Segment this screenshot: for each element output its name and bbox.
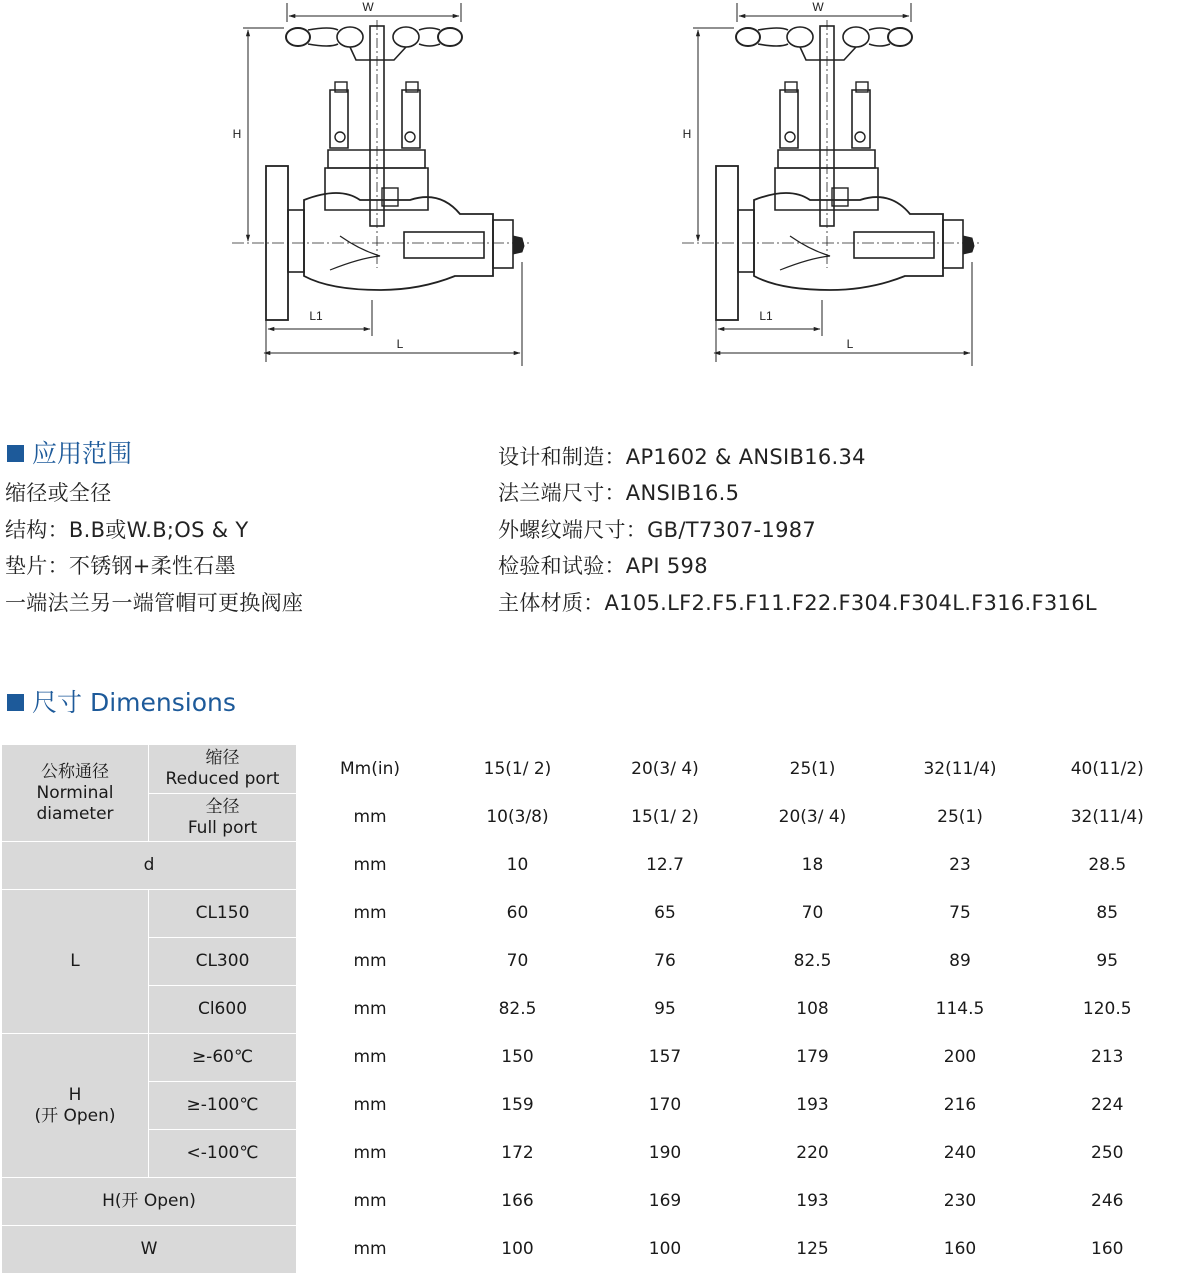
value-cell: 23 (887, 842, 1034, 890)
unit-cell: mm (297, 842, 444, 890)
table-row (2, 1130, 1181, 1178)
full-port-label: 全径 Full port (149, 794, 297, 842)
value-cell: 40(11/2) (1034, 745, 1181, 794)
nominal-diameter-header: 公称通径 Norminal diameter (2, 745, 149, 842)
dim-label-w: W (362, 0, 374, 14)
unit-cell: mm (297, 1130, 444, 1178)
value-cell: 230 (887, 1178, 1034, 1226)
reduced-port-label: 缩径 Reduced port (149, 745, 297, 794)
l-label: L (2, 890, 149, 1034)
table-row (2, 938, 1181, 986)
value-cell: 100 (444, 1226, 592, 1274)
value-cell: 60 (444, 890, 592, 938)
w-label: W (2, 1226, 297, 1274)
dim-label-h: H (232, 127, 242, 141)
temperature-label: <-100℃ (149, 1130, 297, 1178)
value-cell: 89 (887, 938, 1034, 986)
value-cell: 25(1) (887, 794, 1034, 842)
table-row (2, 745, 1181, 794)
application-left-line-4: 一端法兰另一端管帽可更换阀座 (5, 591, 304, 615)
dimensions-table (1, 744, 1181, 1274)
value-cell: 76 (592, 938, 739, 986)
value-cell: 32(11/4) (1034, 794, 1181, 842)
value-cell: 160 (887, 1226, 1034, 1274)
value-cell: 82.5 (444, 986, 592, 1034)
value-cell: 172 (444, 1130, 592, 1178)
square-bullet-icon (7, 694, 24, 711)
value-cell: 170 (592, 1082, 739, 1130)
valve-drawing-right (682, 0, 980, 366)
value-cell: 150 (444, 1034, 592, 1082)
value-cell: 166 (444, 1178, 592, 1226)
value-cell: 200 (887, 1034, 1034, 1082)
value-cell: 100 (592, 1226, 739, 1274)
dim-label-h: H (682, 127, 692, 141)
value-cell: 160 (1034, 1226, 1181, 1274)
dim-label-w: W (812, 0, 824, 14)
value-cell: 190 (592, 1130, 739, 1178)
unit-cell: mm (297, 986, 444, 1034)
table-row (2, 794, 1181, 842)
application-right-line-2: 法兰端尺寸：ANSIB16.5 (498, 481, 740, 505)
value-cell: 125 (739, 1226, 887, 1274)
unit-cell: Mm(in) (297, 745, 444, 794)
application-right-line-3: 外螺纹端尺寸：GB/T7307-1987 (498, 518, 817, 542)
value-cell: 20(3/ 4) (739, 794, 887, 842)
value-cell: 95 (592, 986, 739, 1034)
value-cell: 70 (444, 938, 592, 986)
application-right-line-1: 设计和制造：AP1602 & ANSIB16.34 (498, 445, 866, 469)
value-cell: 28.5 (1034, 842, 1181, 890)
unit-cell: mm (297, 1226, 444, 1274)
value-cell: 157 (592, 1034, 739, 1082)
value-cell: 213 (1034, 1034, 1181, 1082)
value-cell: 193 (739, 1082, 887, 1130)
value-cell: 193 (739, 1178, 887, 1226)
value-cell: 114.5 (887, 986, 1034, 1034)
value-cell: 75 (887, 890, 1034, 938)
table-row (2, 1178, 1181, 1226)
application-left-line-3: 垫片：不锈钢+柔性石墨 (5, 554, 236, 578)
h-open-label: H(开 Open) (2, 1178, 297, 1226)
value-cell: 65 (592, 890, 739, 938)
dim-label-l: L (396, 337, 404, 351)
table-row (2, 986, 1181, 1034)
value-cell: 18 (739, 842, 887, 890)
application-left-line-1: 缩径或全径 (5, 481, 112, 505)
value-cell: 70 (739, 890, 887, 938)
d-label: d (2, 842, 297, 890)
value-cell: 10 (444, 842, 592, 890)
dimensions-section-title (7, 683, 236, 719)
unit-cell: mm (297, 794, 444, 842)
valve-drawings (0, 0, 1181, 400)
unit-cell: mm (297, 1034, 444, 1082)
value-cell: 95 (1034, 938, 1181, 986)
table-row (2, 1034, 1181, 1082)
application-right-line-4: 检验和试验：API 598 (498, 554, 708, 578)
h-label: H (开 Open) (2, 1034, 149, 1178)
application-left-line-2: 结构：B.B或W.B;OS & Y (5, 518, 249, 542)
table-row (2, 1226, 1181, 1274)
temperature-label: ≥-60℃ (149, 1034, 297, 1082)
value-cell: 15(1/ 2) (592, 794, 739, 842)
table-row (2, 842, 1181, 890)
dim-label-l1: L1 (309, 309, 323, 323)
value-cell: 25(1) (739, 745, 887, 794)
value-cell: 250 (1034, 1130, 1181, 1178)
value-cell: 179 (739, 1034, 887, 1082)
temperature-label: ≥-100℃ (149, 1082, 297, 1130)
value-cell: 240 (887, 1130, 1034, 1178)
value-cell: 20(3/ 4) (592, 745, 739, 794)
class-label: CL150 (149, 890, 297, 938)
square-bullet-icon (7, 445, 24, 462)
value-cell: 12.7 (592, 842, 739, 890)
valve-drawing-left (232, 0, 530, 366)
value-cell: 216 (887, 1082, 1034, 1130)
value-cell: 224 (1034, 1082, 1181, 1130)
table-row (2, 890, 1181, 938)
unit-cell: mm (297, 938, 444, 986)
application-right-line-5: 主体材质：A105.LF2.F5.F11.F22.F304.F304L.F316.F316L (498, 591, 1097, 615)
application-section-title (7, 434, 132, 470)
value-cell: 159 (444, 1082, 592, 1130)
value-cell: 10(3/8) (444, 794, 592, 842)
value-cell: 108 (739, 986, 887, 1034)
unit-cell: mm (297, 890, 444, 938)
value-cell: 246 (1034, 1178, 1181, 1226)
value-cell: 15(1/ 2) (444, 745, 592, 794)
dim-label-l1: L1 (759, 309, 773, 323)
table-row (2, 1082, 1181, 1130)
value-cell: 82.5 (739, 938, 887, 986)
dim-label-l: L (846, 337, 854, 351)
value-cell: 220 (739, 1130, 887, 1178)
value-cell: 85 (1034, 890, 1181, 938)
value-cell: 120.5 (1034, 986, 1181, 1034)
class-label: CL300 (149, 938, 297, 986)
class-label: Cl600 (149, 986, 297, 1034)
unit-cell: mm (297, 1178, 444, 1226)
dimensions-title-text: 尺寸 Dimensions (32, 688, 236, 717)
unit-cell: mm (297, 1082, 444, 1130)
value-cell: 169 (592, 1178, 739, 1226)
value-cell: 32(11/4) (887, 745, 1034, 794)
application-title-text: 应用范围 (32, 439, 133, 468)
